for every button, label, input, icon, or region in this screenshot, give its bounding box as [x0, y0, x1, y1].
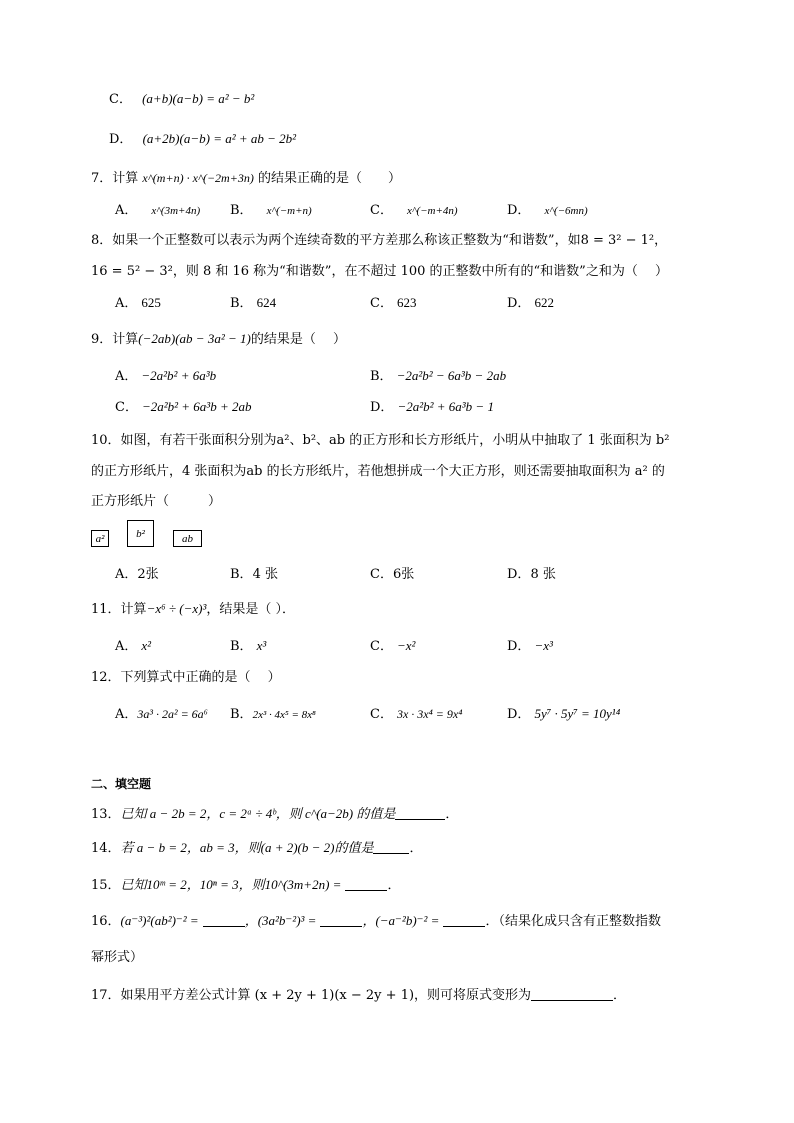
q7-expression: x^(m+n) ∙ x^(−2m+3n): [142, 171, 254, 185]
q13-text: 已知 a − 2b = 2，c = 2ᵃ ÷ 4ᵇ，则 c^(a−2b) 的值是: [120, 806, 396, 821]
q15-text: 已知10ᵐ = 2，10ⁿ = 3，则10^(3m+2n) =: [120, 877, 342, 892]
option-label: C．: [109, 92, 132, 107]
card-b-squared: b²: [127, 520, 154, 547]
q16-answer-blank-2[interactable]: [320, 926, 362, 927]
q8-option-d: D． 622: [507, 295, 554, 311]
question-number: 16．: [91, 914, 121, 929]
q9-expression: (−2ab)(ab − 3a² − 1): [138, 331, 251, 346]
q11-text-post: ，结果是（ ）．: [206, 602, 295, 617]
q15-answer-blank[interactable]: [345, 890, 387, 891]
q10-stem-line3: 正方形纸片（ ）: [91, 494, 222, 509]
q7-option-d: D． x^(−6mn): [507, 203, 588, 218]
q10-option-c: C．6张: [370, 567, 415, 582]
q16-stem-line2: 幂形式）: [91, 950, 144, 965]
q12-option-a: A．3a³ · 2a² = 6a⁶: [115, 707, 208, 722]
q11-expression: −x⁶ ÷ (−x)³: [146, 601, 207, 616]
q14-stem: [91, 837, 423, 856]
q7-option-c: C． x^(−m+4n): [370, 203, 458, 218]
q14-text: 若 a − b = 2，ab = 3，则(a + 2)(b − 2)的值是: [120, 840, 374, 855]
q8-option-b: B． 624: [230, 295, 277, 311]
q16-tail: ．（结果化成只含有正整数指数: [485, 914, 661, 929]
question-number: 13．: [91, 807, 121, 822]
q8-option-a: A． 625: [115, 295, 161, 311]
q13-answer-blank[interactable]: [395, 819, 445, 820]
q11-option-b: B． x³: [230, 638, 267, 654]
q14-answer-blank[interactable]: [373, 853, 409, 854]
q6-option-d-formula: (a+2b)(a−b) = a² + ab − 2b²: [142, 131, 297, 146]
q17-text: 如果用平方差公式计算 (x + 2y + 1)(x − 2y + 1)，则可将原式变形为: [120, 988, 532, 1003]
q17-answer-blank[interactable]: [531, 1000, 613, 1001]
q11-text-pre: 计算: [120, 602, 147, 617]
q12-option-b: B．2x³ · 4x⁵ = 8x⁸: [230, 707, 316, 722]
q7-text-post: 的结果正确的是（ ）: [253, 171, 401, 186]
q17-end: ．: [613, 988, 627, 1003]
card-ab: ab: [173, 530, 202, 547]
question-number: 14．: [91, 841, 121, 856]
q11-stem: [91, 598, 295, 617]
q8-stem-line1: 8．如果一个正整数可以表示为两个连续奇数的平方差那么称该正整数为“和谐数”，如8 = 3² − 1²，: [91, 233, 668, 248]
q13-end: ．: [445, 807, 459, 822]
q10-stem-line2: 的正方形纸片，4 张面积为ab 的长方形纸片，若他想拼成一个大正方形，则还需要抽取面积为 a² 的: [91, 464, 665, 479]
q7-option-a: A． x^(3m+4n): [115, 203, 201, 218]
q11-option-c: C． −x²: [370, 638, 416, 654]
q8-stem-line2: 16 = 5² − 3²，则 8 和 16 称为“和谐数”，在不超过 100 的正整数中所有的“和谐数”之和为（ ）: [91, 264, 668, 279]
question-number: 15．: [91, 878, 121, 893]
q7-text-pre: 计算: [112, 171, 143, 186]
q11-option-d: D． −x³: [507, 638, 553, 654]
q16-part1: (a⁻³)²(ab²)⁻² =: [120, 913, 199, 928]
q7-stem: [91, 167, 401, 186]
q12-option-c: C． 3x · 3x⁴ = 9x⁴: [370, 707, 463, 722]
q6-option-c: [109, 88, 254, 107]
q14-end: ．: [409, 841, 423, 856]
q17-stem: [91, 984, 626, 1003]
q10-stem-line1: 10．如图，有若干张面积分别为a²、b²、ab 的正方形和长方形纸片，小明从中抽取了 1 张面积为 b²: [91, 433, 670, 448]
card-a-squared: a²: [91, 530, 109, 547]
q15-end: ．: [387, 878, 401, 893]
q16-part2: ，(3a²b⁻²)³ =: [244, 913, 317, 928]
q12-stem: 12．下列算式中正确的是（ ）: [91, 670, 281, 685]
q10-option-d: D．8 张: [507, 567, 556, 582]
q6-option-c-formula: (a+b)(a−b) = a² − b²: [142, 91, 255, 106]
section-heading-fill-in: 二、填空题: [91, 777, 152, 791]
q9-option-a: A． −2a²b² + 6a³b: [115, 368, 217, 384]
q10-option-b: B．4 张: [230, 567, 278, 582]
q9-text-post: 的结果是（ ）: [250, 332, 346, 347]
q16-answer-blank-1[interactable]: [203, 926, 245, 927]
q9-option-d: D． −2a²b² + 6a³b − 1: [370, 399, 494, 415]
question-number: 7．: [91, 171, 113, 186]
q15-stem: [91, 874, 400, 893]
q16-part3: ，(−a⁻²b)⁻² =: [362, 913, 440, 928]
question-number: 9．: [91, 332, 113, 347]
q16-answer-blank-3[interactable]: [443, 926, 485, 927]
q8-option-c: C． 623: [370, 295, 417, 311]
q9-text-pre: 计算: [112, 332, 139, 347]
question-number: 17．: [91, 988, 121, 1003]
question-number: 11．: [91, 602, 121, 617]
q9-stem: [91, 328, 346, 347]
option-label: D．: [109, 132, 133, 147]
q13-stem: [91, 803, 458, 822]
q9-option-c: C． −2a²b² + 6a³b + 2ab: [115, 399, 252, 415]
q9-option-b: B． −2a²b² − 6a³b − 2ab: [370, 368, 507, 384]
q6-option-d: [109, 128, 296, 147]
q11-option-a: A． x²: [115, 638, 152, 654]
q10-option-a: A．2张: [115, 567, 159, 582]
q16-stem-line1: [91, 910, 661, 929]
q7-option-b: B． x^(−m+n): [230, 203, 312, 218]
q12-option-d: D． 5y⁷ · 5y⁷ = 10y¹⁴: [507, 706, 621, 722]
